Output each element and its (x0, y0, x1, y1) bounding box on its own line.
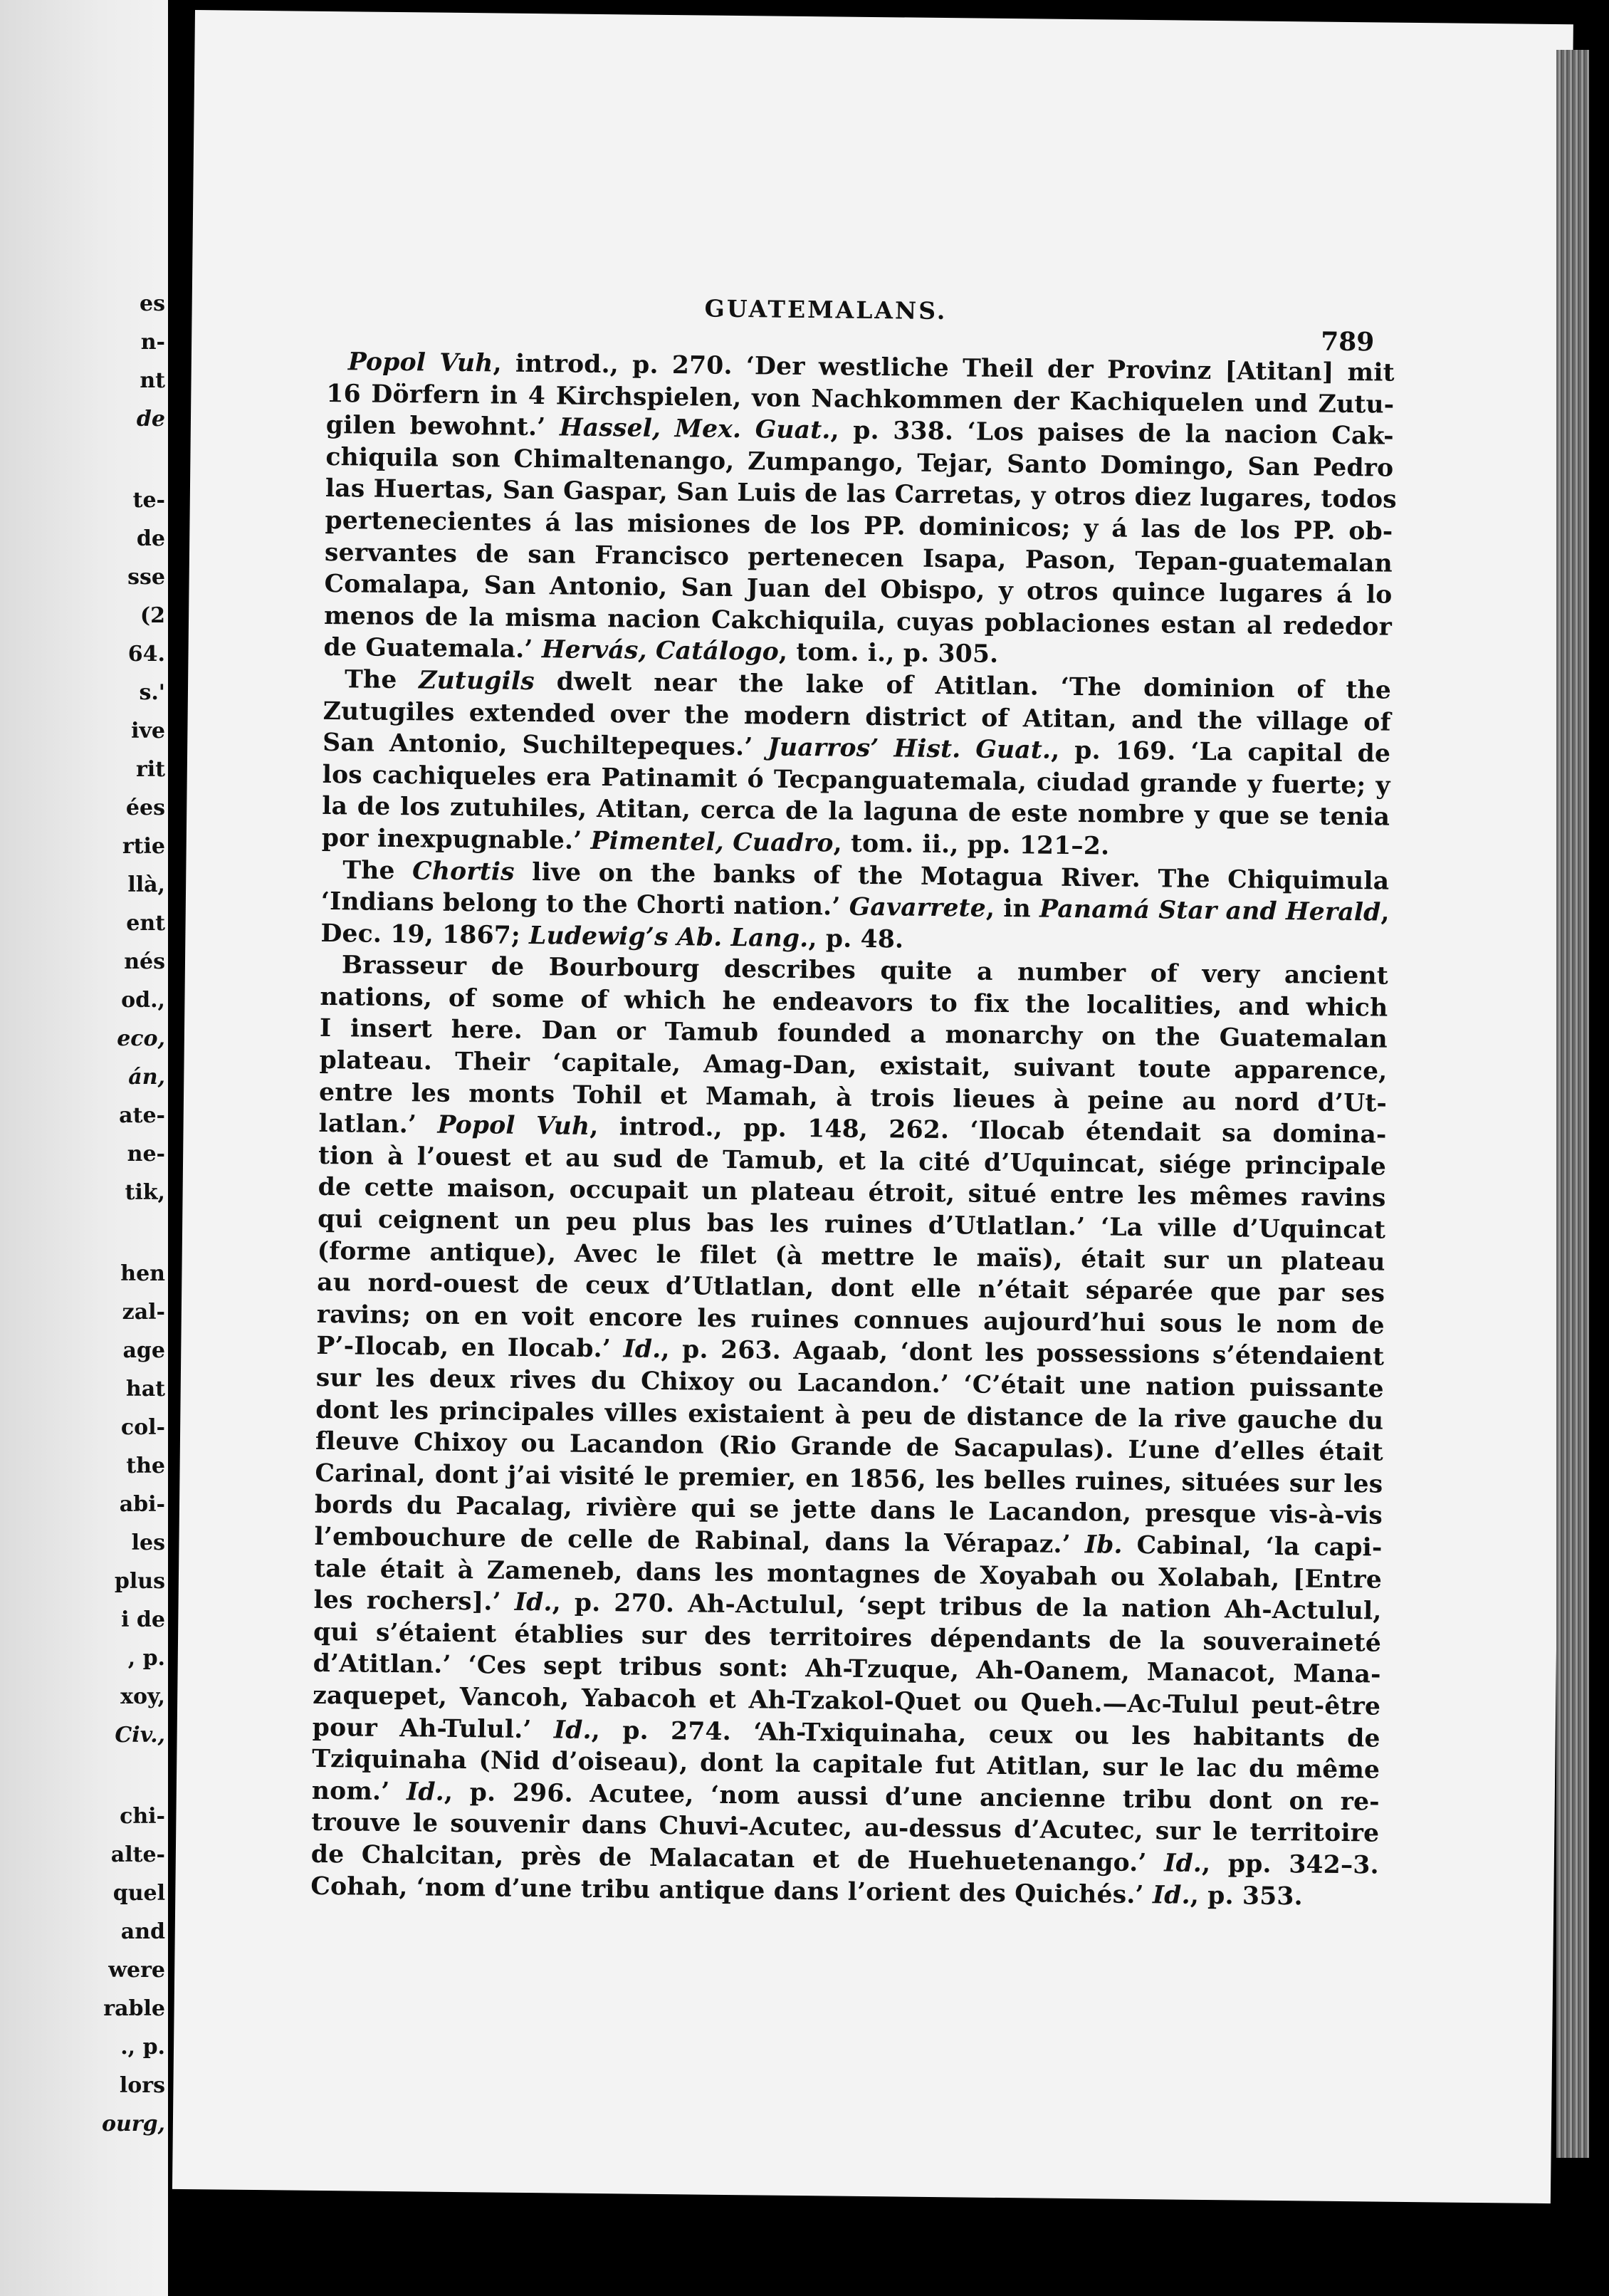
left-fragment: nés (124, 949, 165, 974)
left-fragment: the (126, 1454, 165, 1478)
left-fragment: Civ., (115, 1723, 165, 1748)
text-segment: sur les deux rives du Chixoy ou Lacandon.’ ‘C’était une nation puissante (315, 1363, 1385, 1404)
text-segment: les rochers].’ (313, 1586, 515, 1617)
left-fragment: alte- (110, 1842, 165, 1867)
text-segment: los cachiqueles era Patinamit ó Tecpanguatemala, ciudad grande y fuerte; y (322, 760, 1390, 800)
left-fragment: llà, (127, 872, 165, 897)
text-segment: l’embouchure de celle de Rabinal, dans la Vérapaz.’ (314, 1522, 1086, 1560)
left-fragment: xoy, (120, 1684, 165, 1709)
left-page-text-fragments (0, 285, 168, 2144)
citation-italic: Id. (406, 1777, 445, 1807)
text-segment: P’-Ilocab, en Ilocab.’ (316, 1332, 624, 1364)
citation-italic: Hassel, Mex. Guat. (559, 413, 831, 445)
left-fragment: (2 (140, 603, 165, 628)
text-segment: ‘Indians belong to the Chorti nation.’ (320, 887, 849, 922)
citation-italic: Id. (553, 1715, 592, 1745)
text-segment: , p. 270. Ah-Actulul, ‘sept tribus de la nation Ah-Actulul, (552, 1588, 1382, 1626)
text-segment: chiquila son Chimaltenango, Zumpango, Tejar, Santo Domingo, San Pedro (325, 442, 1394, 483)
text-segment: Comalapa, San Antonio, San Juan del Obispo, y otros quince lugares á lo (324, 570, 1393, 610)
left-fragment: zal- (122, 1300, 165, 1325)
left-fragment: ate- (119, 1103, 165, 1128)
left-fragment: tik, (125, 1180, 165, 1205)
text-segment: qui s’étaient établies sur des territoires dépendants de la souveraineté (313, 1617, 1382, 1658)
citation-italic: Id. (1152, 1880, 1191, 1910)
text-segment: trouve le souvenir dans Chuvi-Acutec, au-dessus d’Acutec, sur le territoire (311, 1808, 1380, 1848)
text-segment: pertenecientes á las misiones de los PP. dominicos; y á las de los PP. ob- (325, 506, 1393, 546)
text-segment: nom.’ (311, 1776, 407, 1806)
citation-italic: Juarros’ Hist. Guat. (767, 733, 1052, 765)
left-fragment: i de (121, 1607, 165, 1632)
text-segment: , introd., p. 270. ‘Der westliche Theil der Provinz [Atitan] mit (493, 349, 1395, 387)
left-fragment: od., (121, 988, 165, 1013)
citation-italic: Popol Vuh (347, 348, 493, 378)
text-segment: fleuve Chixoy ou Lacandon (Rio Grande de Sacapulas). L’une d’elles était (315, 1427, 1384, 1467)
left-fragment: de (136, 526, 165, 551)
left-fragment: eco, (117, 1026, 165, 1051)
left-fragment: were (108, 1958, 165, 1983)
citation-italic: Zutugils (419, 666, 535, 696)
left-fragment: quel (112, 1881, 165, 1906)
text-segment: Brasseur de Bourbourg describes quite a number of very ancient (341, 951, 1389, 991)
text-segment: , tom. i., p. 305. (778, 637, 999, 669)
text-segment: , p. 48. (808, 924, 904, 954)
left-fragment: rtie (122, 834, 165, 859)
text-segment: la de los zutuhiles, Atitan, cerca de la laguna de este nombre y que se tenia (322, 792, 1390, 832)
left-fragment: ourg, (101, 2112, 165, 2136)
text-segment: nations, of some of which he endeavors to fix the localities, and which (320, 982, 1388, 1023)
citation-italic: Pimentel, Cuadro (590, 826, 834, 858)
left-fragment: and (120, 1919, 165, 1944)
left-fragment: nt (140, 368, 165, 393)
page-edges (1556, 50, 1589, 2158)
citation-italic: Panamá Star and Herald (1039, 894, 1381, 927)
text-segment: Carinal, dont j’ai visité le premier, en 1856, les belles ruines, situées sur les (315, 1459, 1383, 1499)
citation-italic: Ib. (1084, 1530, 1123, 1560)
left-fragment: 64. (127, 642, 165, 667)
citation-italic: Ludewig’s Ab. Lang. (528, 921, 809, 953)
left-fragment (0, 1212, 168, 1255)
right-page (172, 10, 1573, 2203)
left-fragment: s.' (139, 680, 165, 705)
text-segment: ravins; on en voit encore les ruines connues aujourd’hui sous le nom de (316, 1300, 1385, 1340)
text-segment: , in (985, 894, 1040, 924)
left-fragment: lors (119, 2073, 165, 2098)
text-segment: de Chalcitan, près de Malacatan et de Huehuetenango.’ (310, 1840, 1165, 1878)
text-segment: , p. 338. ‘Los paises de la nacion Cak- (830, 416, 1395, 451)
text-segment: San Antonio, Suchiltepeques.’ (323, 729, 768, 762)
left-fragment: ive (131, 719, 165, 743)
left-fragment: plus (114, 1569, 165, 1594)
left-fragment: , p. (127, 1646, 165, 1671)
text-segment: zaquepet, Vancoh, Yabacoh et Ah-Tzakol-Quet ou Queh.—Ac-Tulul peut-être (313, 1681, 1381, 1721)
text-segment: por inexpugnable.’ (321, 823, 591, 855)
left-fragment: ne- (127, 1142, 165, 1167)
text-segment: , p. 274. ‘Ah-Txiquinaha, ceux ou les habitants de (591, 1716, 1380, 1753)
text-segment: Dec. 19, 1867; (320, 919, 530, 950)
left-fragment: te- (132, 488, 165, 513)
text-segment: dont les principales villes existaient à peu de distance de la rive gauche du (315, 1395, 1384, 1436)
text-segment: gilen bewohnt.’ (325, 411, 560, 442)
text-segment: tion à l’ouest et au sud de Tamub, et la cité d’Uquincat, siége principale (318, 1141, 1387, 1181)
left-fragment: es (140, 291, 165, 316)
text-segment: , (1380, 898, 1390, 927)
text-segment: Cohah, ‘nom d’une tribu antique dans l’orient des Quichés.’ (310, 1872, 1153, 1909)
left-fragment: hat (125, 1377, 165, 1402)
page-number: 789 (1320, 326, 1375, 358)
text-segment: Cabinal, ‘la capi- (1122, 1530, 1383, 1562)
citation-italic: Hervás, Catálogo (541, 635, 780, 667)
text-segment: live on the banks of the Motagua River. The Chiquimula (514, 857, 1390, 896)
left-fragment: les (131, 1530, 165, 1555)
left-fragment: ., p. (120, 2035, 165, 2060)
text-segment: I insert here. Dan or Tamub founded a monarchy on the Guatemalan (319, 1014, 1388, 1055)
text-segment: Zutugiles extended over the modern district of Atitan, and the village of (323, 696, 1391, 737)
left-fragment: chi- (120, 1804, 165, 1829)
text-segment: au nord-ouest de ceux d’Utlatlan, dont elle n’était séparée que par ses (317, 1268, 1385, 1308)
text-segment: 16 Dörfern in 4 Kirchspielen, von Nachkommen der Kachiquelen und Zutu- (326, 379, 1395, 419)
text-segment: menos de la misma nacion Cakchiquila, cuyas poblaciones estan al rededor (323, 601, 1393, 642)
citation-italic: Id. (623, 1335, 661, 1364)
left-fragment: hen (120, 1261, 165, 1286)
text-segment: , p. 296. Acutee, ‘nom aussi d’une ancienne tribu dont on re- (444, 1778, 1380, 1817)
left-fragment: sse (127, 565, 165, 590)
text-segment: las Huertas, San Gaspar, San Luis de las Carretas, y otros diez lugares, todos (325, 474, 1398, 515)
left-fragment: col- (120, 1415, 165, 1440)
text-segment: de Guatemala.’ (323, 633, 543, 664)
citation-italic: Gavarrete (849, 892, 987, 923)
left-fragment: age (122, 1338, 165, 1363)
text-segment: , p. 353. (1190, 1881, 1304, 1911)
text-segment: The (344, 665, 419, 695)
text-segment: d’Atitlan.’ ‘Ces sept tribus sont: Ah-Tzuque, Ah-Oanem, Manacot, Mana- (313, 1649, 1381, 1689)
left-fragment: rit (135, 757, 165, 782)
citation-italic: Id. (514, 1587, 552, 1617)
left-fragment (0, 439, 168, 481)
text-segment: plateau. Their ‘capitale, Amag-Dan, existait, suivant toute apparence, (319, 1045, 1388, 1086)
text-segment: , pp. 342–3. (1201, 1849, 1380, 1880)
text-segment: tale était à Zameneb, dans les montagnes de Xoyabah ou Xolabah, [Entre (313, 1554, 1383, 1595)
running-head: GUATEMALANS. (704, 294, 948, 325)
citation-italic: Id. (1164, 1849, 1202, 1878)
text-segment: , tom. ii., pp. 121–2. (833, 829, 1110, 861)
citation-italic: Chortis (412, 856, 515, 887)
left-facing-page (0, 0, 168, 2296)
text-segment: (forme antique), Avec le filet (à mettre le maïs), était sur un plateau (317, 1236, 1385, 1277)
left-fragment (0, 1755, 168, 1797)
text-segment: latlan.’ (318, 1110, 438, 1139)
text-segment: Tziquinaha (Nid d’oiseau), dont la capitale fut Atitlan, sur le lac du même (312, 1744, 1380, 1785)
left-fragment: ées (125, 795, 165, 820)
left-fragment: rable (103, 1996, 165, 2021)
text-segment: dwelt near the lake of Atitlan. ‘The dominion of the (534, 667, 1392, 705)
text-segment: servantes de san Francisco pertenecen Isapa, Pason, Tepan-guatemalan (324, 538, 1393, 578)
text-segment: entre les monts Tohil et Mamah, à trois lieues à peine au nord d’Ut- (318, 1077, 1388, 1118)
text-segment: qui ceignent un peu plus bas les ruines d’Utlatlan.’ ‘La ville d’Uquincat (318, 1204, 1386, 1245)
left-fragment: ent (126, 911, 165, 936)
text-segment: de cette maison, occupait un plateau étroit, situé entre les mêmes ravins (318, 1173, 1386, 1214)
text-segment: , p. 169. ‘La capital de (1050, 736, 1391, 768)
text-segment: , introd., pp. 148, 262. ‘Ilocab étendait sa domina- (589, 1112, 1387, 1149)
text-segment: bords du Pacalag, rivière qui se jette dans le Lacandon, presque vis-à-vis (314, 1491, 1383, 1530)
left-fragment: abi- (119, 1492, 165, 1517)
footnote-text-block (310, 346, 1398, 1914)
left-fragment: de (136, 407, 165, 432)
text-segment: pour Ah-Tulul.’ (312, 1713, 555, 1744)
citation-italic: Popol Vuh (437, 1110, 590, 1142)
text-segment: The (342, 855, 413, 885)
left-fragment: n- (140, 330, 165, 355)
left-fragment: án, (128, 1065, 165, 1090)
text-segment: , p. 263. Agaab, ‘dont les possessions s’étendaient (661, 1335, 1385, 1372)
